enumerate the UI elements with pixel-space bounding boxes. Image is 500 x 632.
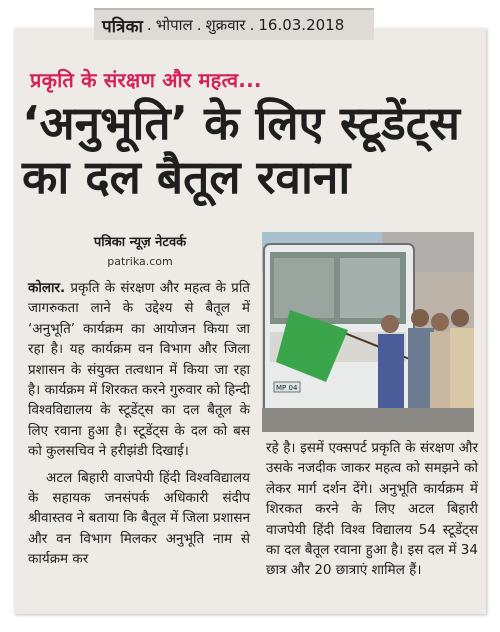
article-paragraph-2: अटल बिहारी वाजपेयी हिंदी विश्वविद्यालय के सहायक जनसंपर्क अधिकारी संदीप श्रीवास्तव ने बताया कि बैतूल में जिला प्रशासन और वन विभाग मिलकर अनुभूति नाम से कार्यक्रम कर — [28, 469, 250, 568]
article-website: patrika.com — [107, 255, 173, 268]
article-headline — [22, 96, 482, 204]
headline-line-1: ‘अनुभूति’ के लिए स्टूडेंट्स — [22, 96, 460, 150]
photo-illustration — [262, 232, 474, 432]
masthead-date: 16.03.2018 — [258, 16, 345, 34]
masthead-day: शुक्रवार — [205, 16, 246, 34]
article-right-column: रहे है। इसमें एक्सपर्ट प्रकृति के संरक्षण और उसके नजदीक जाकर महत्व को समझने को लेकर मार्ग दर्शन देंगे। अनुभूति कार्यक्रम में शिरकत करने के लिए अटल बिहारी वाजपेयी हिंदी विश्व विद्यालय 54 स्टूडेंट्स का दल बैतूल रवाना हुआ है। इस दल में 34 छात्र और 20 छात्राएं शामिल हैं। — [266, 440, 478, 579]
bus-number-plate: MP 04 — [276, 384, 298, 392]
masthead-city: भोपाल — [155, 16, 193, 34]
article-photo — [262, 232, 474, 432]
masthead: पत्रिका . भोपाल . शुक्रवार . 16.03.2018 — [94, 8, 374, 40]
headline-line-2: का दल बैतूल रवाना — [22, 150, 351, 204]
article-paragraph-1: कोलार. प्रकृति के संरक्षण और महत्व के प्रति जागरुकता लाने के उद्देश्य से बैतूल में ‘अनुभूति’ कार्यक्रम का आयोजन किया जा रहा है। यह कार्यक्रम वन विभाग और जिला प्रशासन के संयुक्त तत्वधान में किया जा रहा है। कार्यक्रम में शिरकत करने गुरुवार को हिन्दी विश्वविद्यालय के स्टूडेंट्स का दल बैतूल के लिए रवाना हुआ है। स्टूडेंट्स के दल को बस को कुलसचिव ने हरीझंडी दिखाई। — [28, 280, 251, 460]
article-byline: पत्रिका न्यूज़ नेटवर्क — [93, 235, 187, 250]
article-kicker: प्रकृति के संरक्षण और महत्व... — [30, 68, 262, 92]
article-left-column — [28, 278, 250, 576]
masthead-paper-name: पत्रिका — [102, 16, 143, 37]
article-dateline: कोलार. — [28, 280, 66, 296]
